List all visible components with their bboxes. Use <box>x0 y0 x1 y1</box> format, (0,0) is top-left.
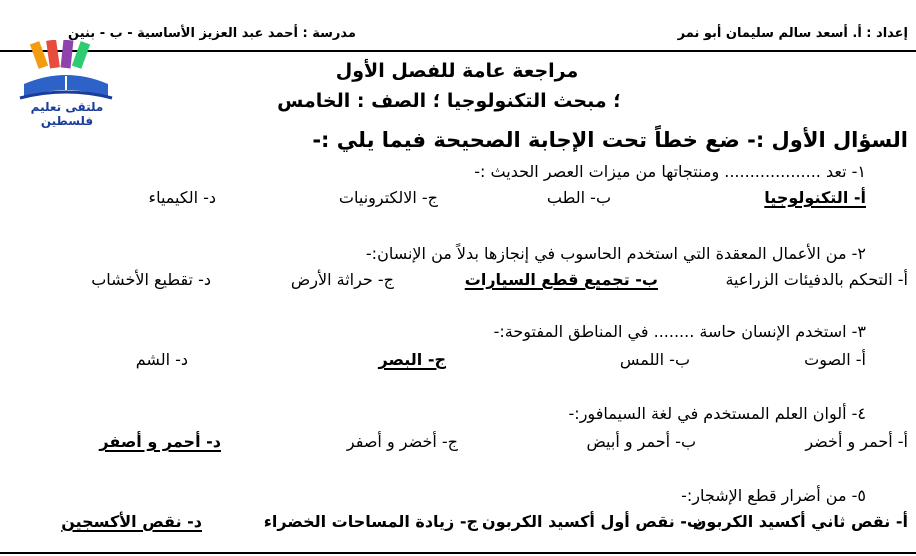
q3-option-d: د- الشم <box>135 350 188 369</box>
bottom-divider <box>0 552 916 554</box>
subject-line: ؛ مبحث التكنولوجيا ؛ الصف : الخامس <box>277 90 621 112</box>
q4-option-d: د- أحمر و أصفر <box>99 432 221 451</box>
q3-option-b: ب- اللمس <box>619 350 690 369</box>
page-title: مراجعة عامة للفصل الأول <box>335 60 579 82</box>
prepared-by: إعداد : أ. أسعد سالم سليمان أبو نمر <box>677 26 908 41</box>
q1-option-a: أ- التكنولوجيا <box>764 188 866 207</box>
q3-option-c: ج- البصر <box>378 350 446 369</box>
q2-option-c: ج- حراثة الأرض <box>290 270 394 289</box>
q5-option-d: د- نقص الأكسجين <box>61 512 202 531</box>
q2-option-a: أ- التحكم بالدفيئات الزراعية <box>725 270 908 289</box>
q4-option-a: أ- أحمر و أخضر <box>805 432 908 451</box>
question-2-text: ٢- من الأعمال المعقدة التي استخدم الحاسوب في إنجازها بدلاً من الإنسان:- <box>365 244 866 263</box>
question-4-text: ٤- ألوان العلم المستخدم في لغة السيمافور:- <box>568 404 866 423</box>
q1-option-b: ب- الطب <box>546 188 611 207</box>
q1-option-d: د- الكيمياء <box>148 188 216 207</box>
q3-option-a: أ- الصوت <box>804 350 866 369</box>
q5-option-c: ج- زيادة المساحات الخضراء <box>263 512 478 531</box>
q4-option-b: ب- أحمر و أبيض <box>586 432 696 451</box>
q1-option-c: ج- الالكترونيات <box>338 188 438 207</box>
question-heading: السؤال الأول :- ضع خطاً تحت الإجابة الصحيحة فيما يلي :- <box>312 128 908 152</box>
q5-option-b: ب- نقص أول أكسيد الكربون <box>482 512 703 531</box>
logo-caption: ملتقى تعليم فلسطين <box>30 100 104 128</box>
school-name: مدرسة : أحمد عبد العزيز الأساسية - ب - بنين <box>68 26 356 41</box>
q5-option-a: أ- نقص ثاني أكسيد الكربون <box>692 512 908 531</box>
question-1-text: ١- تعد ................... ومنتجاتها من ميزات العصر الحديث :- <box>474 162 866 181</box>
q4-option-c: ج- أخضر و أصفر <box>346 432 458 451</box>
q2-option-b: ب- تجميع قطع السيارات <box>464 270 658 289</box>
question-3-text: ٣- استخدم الإنسان حاسة ........ في المناطق المفتوحة:- <box>493 322 866 341</box>
header-divider <box>0 50 916 52</box>
q2-option-d: د- تقطيع الأخشاب <box>91 270 211 289</box>
question-5-text: ٥- من أضرار قطع الإشجار:- <box>681 486 866 505</box>
